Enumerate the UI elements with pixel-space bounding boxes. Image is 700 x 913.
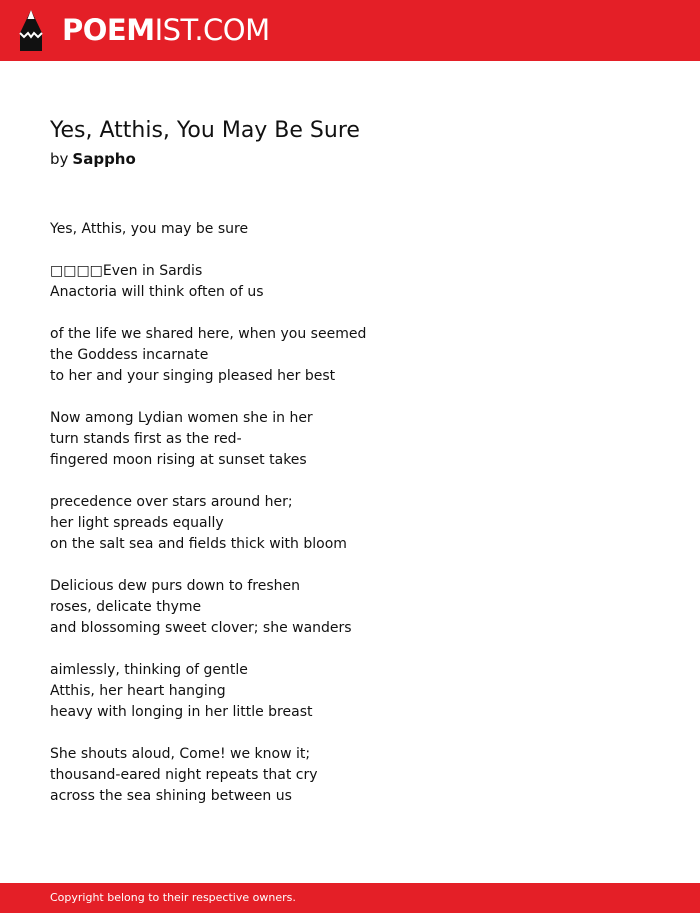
stanza-break [50,303,650,324]
poem-line: Delicious dew purs down to freshen [50,578,300,594]
poem-line: thousand-eared night repeats that cry [50,767,318,783]
poem-line: Anactoria will think often of us [50,284,264,300]
poem-line: of the life we shared here, when you seemed [50,326,367,342]
site-header [0,0,700,61]
poem-line: Now among Lydian women she in her [50,410,313,426]
poem-line: across the sea shining between us [50,788,292,804]
poem-author: Sappho [72,150,136,168]
copyright-notice: Copyright belong to their respective owners. [50,891,296,904]
poem-line: her light spreads equally [50,515,224,531]
stanza-break [50,555,650,576]
poem-line: turn stands first as the red- [50,431,242,447]
stanza-break [50,471,650,492]
by-label: by [50,150,69,168]
poem-line: heavy with longing in her little breast [50,704,313,720]
poem-line: aimlessly, thinking of gentle [50,662,248,678]
poem-line: roses, delicate thyme [50,599,202,615]
poem-line: on the salt sea and fields thick with bloom [50,536,347,552]
poem-body [50,219,650,807]
stanza-break [50,723,650,744]
poem-line: the Goddess incarnate [50,347,209,363]
site-footer [0,883,700,913]
poem-line: Yes, Atthis, you may be sure [50,221,249,237]
stanza-break [50,387,650,408]
site-logo[interactable] [62,12,270,48]
stanza-break [50,639,650,660]
logo-thin-text: IST.COM [154,13,270,47]
poem-line: to her and your singing pleased her best [50,368,336,384]
stanza-break [50,240,650,261]
pencil-tip-icon [17,9,45,52]
poem-line: fingered moon rising at sunset takes [50,452,307,468]
poem-title: Yes, Atthis, You May Be Sure [50,118,360,143]
poem-line: She shouts aloud, Come! we know it; [50,746,311,762]
poem-line: Atthis, her heart hanging [50,683,226,699]
poem-line: and blossoming sweet clover; she wanders [50,620,352,636]
poem-line: precedence over stars around her; [50,494,293,510]
logo-bold-text: POEM [62,13,155,47]
poem-byline [50,148,136,170]
poem-line: □□□□Even in Sardis [50,263,203,279]
